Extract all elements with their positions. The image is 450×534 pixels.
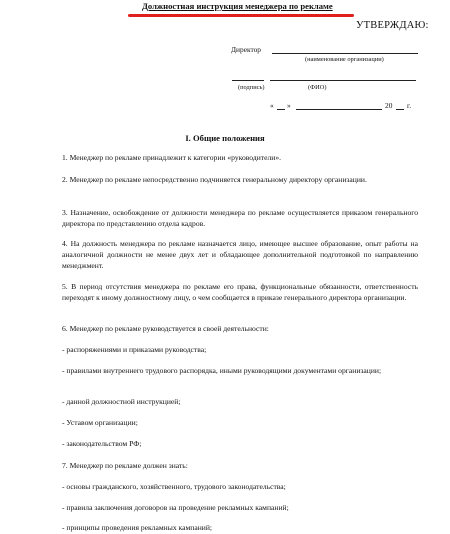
list-item: - принципы проведения рекламных кампаний; bbox=[62, 523, 212, 532]
paragraph: 5. В период отсутствия менеджера по рекламе его права, функциональные обязанности, ответственность переходят к иному должностному лицу, о чем сообщается в приказе генерального директора организации. bbox=[62, 282, 418, 303]
date-open-quote: « bbox=[270, 101, 274, 110]
section-heading: I. Общие положения bbox=[185, 133, 265, 143]
list-item: - основы гражданского, хозяйственного, трудового законодательства; bbox=[62, 482, 286, 491]
fio-caption: (ФИО) bbox=[308, 84, 327, 91]
document-title: Должностная инструкция менеджера по рекламе bbox=[142, 1, 333, 11]
list-item: - распоряжениями и приказами руководства; bbox=[62, 345, 207, 354]
list-item: - правилами внутреннего трудового распорядка, иными руководящими документами организации; bbox=[62, 366, 382, 375]
paragraph: 4. На должность менеджера по рекламе назначается лицо, имеющее высшее образование, опыт работы на аналогичной должности не менее двух лет и обладающее дополнительной подготовкой по направлению менеджмент. bbox=[62, 239, 418, 271]
paragraph: 7. Менеджер по рекламе должен знать: bbox=[62, 461, 188, 470]
date-day-line bbox=[277, 109, 285, 110]
approval-heading: УТВЕРЖДАЮ: bbox=[356, 20, 429, 31]
list-item: - данной должностной инструкцией; bbox=[62, 397, 181, 406]
paragraph: 3. Назначение, освобождение от должности менеджера по рекламе осуществляется приказом генерального директора по представлению отдела кадров. bbox=[62, 208, 418, 229]
date-year-line bbox=[396, 109, 404, 110]
paragraph: 1. Менеджер по рекламе принадлежит к категории «руководители». bbox=[62, 153, 282, 162]
list-item: - законодательством РФ; bbox=[62, 439, 142, 448]
paragraph: 2. Менеджер по рекламе непосредственно подчиняется генеральному директору организации. bbox=[62, 175, 367, 184]
date-month-line bbox=[296, 109, 382, 110]
date-suffix: г. bbox=[407, 101, 412, 110]
signature-caption: (подпись) bbox=[238, 84, 265, 91]
title-highlight-underline bbox=[128, 14, 354, 17]
list-item: - правила заключения договоров на проведение рекламных кампаний; bbox=[62, 503, 289, 512]
fio-line bbox=[270, 80, 416, 81]
date-year: 20 bbox=[385, 101, 393, 110]
signature-line bbox=[232, 80, 264, 81]
paragraph: 6. Менеджер по рекламе руководствуется в своей деятельности: bbox=[62, 324, 269, 333]
org-caption: (наименование организации) bbox=[305, 56, 384, 63]
director-label: Директор bbox=[231, 45, 261, 54]
date-close-quote: » bbox=[287, 101, 291, 110]
director-line bbox=[272, 53, 418, 54]
list-item: - Уставом организации; bbox=[62, 418, 138, 427]
